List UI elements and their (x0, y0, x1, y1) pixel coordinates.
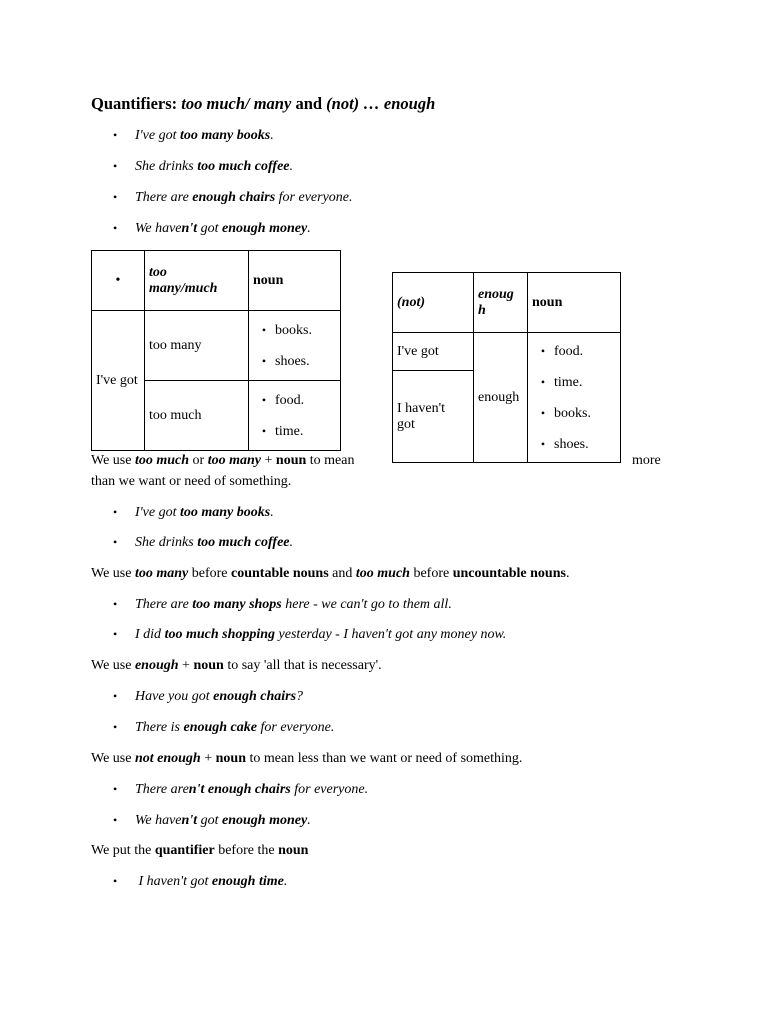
rule-paragraph: We use too many before countable nouns and too much before uncountable nouns. (91, 566, 570, 581)
list-item: • Have you got enough chairs? (113, 689, 304, 704)
table-cell (249, 381, 341, 451)
table-header: too many/much (145, 251, 249, 311)
table-cell: too much (145, 381, 249, 451)
table-cell: too many (145, 311, 249, 381)
table-cell (528, 333, 621, 463)
list-item: • I haven't got enough time. (113, 874, 288, 889)
list-item: • There is enough cake for everyone. (113, 720, 335, 735)
list-item: • I've got too many books. (113, 505, 274, 520)
list-item: • We haven't got enough money. (113, 813, 311, 828)
table-cell: I haven't got (393, 371, 474, 463)
list-item: • shoes. (261, 353, 310, 369)
table-not-enough (392, 272, 621, 463)
list-item: • shoes. (540, 436, 589, 452)
rule-paragraph: than we want or need of something. (91, 474, 292, 489)
table-header: (not) (393, 273, 474, 333)
list-item: • There are enough chairs for everyone. (113, 190, 353, 205)
rule-paragraph: We use too much or too many + noun to mean (91, 453, 355, 468)
list-item: • food. (540, 343, 584, 359)
rule-paragraph-continuation: more (632, 453, 661, 468)
page-title: Quantifiers: too much/ many and (not) … enough (91, 94, 436, 113)
table-header-bullet: • (92, 251, 145, 311)
list-item: • food. (261, 392, 305, 408)
rule-paragraph: We use enough + noun to say 'all that is necessary'. (91, 658, 382, 673)
table-header: enoug h (474, 273, 528, 333)
list-item: • She drinks too much coffee. (113, 159, 293, 174)
list-item: • There are too many shops here - we can't go to them all. (113, 597, 452, 612)
table-cell: I've got (92, 311, 145, 451)
list-item: • I've got too many books. (113, 128, 274, 143)
rule-paragraph: We put the quantifier before the noun (91, 843, 309, 858)
list-item: • books. (540, 405, 591, 421)
rule-paragraph: We use not enough + noun to mean less than we want or need of something. (91, 751, 523, 766)
table-cell (249, 311, 341, 381)
table-header: noun (528, 273, 621, 333)
table-too-many-much (91, 250, 341, 451)
list-item: • time. (540, 374, 583, 390)
list-item: • We haven't got enough money. (113, 221, 311, 236)
list-item: • There aren't enough chairs for everyone. (113, 782, 369, 797)
list-item: • time. (261, 423, 304, 439)
table-cell: enough (474, 333, 528, 463)
list-item: • books. (261, 322, 312, 338)
table-cell: I've got (393, 333, 474, 371)
list-item: • I did too much shopping yesterday - I haven't got any money now. (113, 627, 507, 642)
list-item: • She drinks too much coffee. (113, 535, 293, 550)
table-header: noun (249, 251, 341, 311)
